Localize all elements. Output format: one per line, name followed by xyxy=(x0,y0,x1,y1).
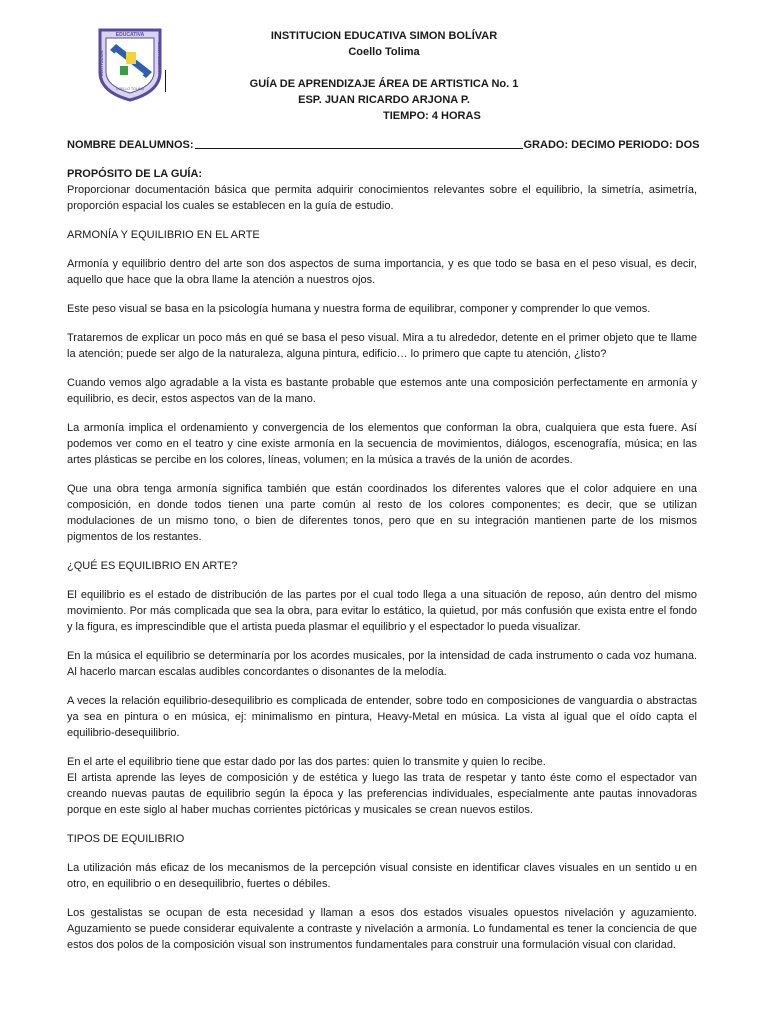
paragraph: La utilización más eficaz de los mecanismos de la percepción visual consiste en identificar claves visuales en un sentido u en otro, en equilibrio o en desequilibrio, fuertes o débiles. xyxy=(67,862,697,890)
logo-top-text: EDUCATIVA xyxy=(115,32,145,38)
section-title-tipos: TIPOS DE EQUILIBRIO xyxy=(67,833,185,845)
student-info-line xyxy=(67,137,700,153)
institution-name: INSTITUCION EDUCATIVA SIMON BOLÍVAR xyxy=(270,30,498,42)
paragraph: En la música el equilibrio se determinaría por los acordes musicales, por la intensidad de cada instrumento o cada voz humana. Al hacerlo marcan escalas audibles concordantes o disonantes de la melodía. xyxy=(67,650,697,678)
paragraph: Trataremos de explicar un poco más en qué se basa el peso visual. Mira a tu alrededor, detente en el primer objeto que te llame la atención; puede ser algo de la naturaleza, alguna pintura, edificio… lo primero que capte tu atención, ¿listo? xyxy=(67,332,697,360)
purpose-title: PROPÓSITO DE LA GUÍA: xyxy=(67,168,203,180)
paragraph: Que una obra tenga armonía significa también que están coordinados los diferentes valores que el color adquiere en una composición, en donde todos tienen una parte común al resto de los colores componentes; es decir, que se utilizan modulaciones de un mismo tono, o bien de diferentes tonos, pero que en su integración mantienen parte de los mismos pigmentos de los restantes. xyxy=(67,483,697,543)
grade-period-label: GRADO: DECIMO PERIODO: DOS xyxy=(523,139,700,151)
section-title-equilibrio: ¿QUÉ ES EQUILIBRIO EN ARTE? xyxy=(67,560,238,572)
student-name-label: NOMBRE DEALUMNOS: xyxy=(67,139,194,151)
paragraph: Armonía y equilibrio dentro del arte son dos aspectos de suma importancia, y es que todo se basa en el peso visual, es decir, aquello que hace que la obra llame la atención a nuestros ojos. xyxy=(67,258,697,286)
paragraph: El artista aprende las leyes de composición y de estética y luego las trata de respetar y tanto éste como el espectador van creando nuevas pautas de equilibrio según la época y las preferencias individuales, especialmente ante pautas innovadoras porque en este siglo al haber muchas corrientes pictóricas y musicales se crean nuevos estilos. xyxy=(67,772,697,816)
paragraph: A veces la relación equilibrio-desequilibrio es complicada de entender, sobre todo en composiciones de vanguardia o abstractas ya sea en pintura o en música, ej: minimalismo en pintura, Heavy-Metal en música. La vista al igual que el oído capta el equilibrio-desequilibrio. xyxy=(67,695,697,739)
purpose-text: Proporcionar documentación básica que permita adquirir conocimientos relevantes sobre el equilibrio, la simetría, asimetría, proporción espacial los cuales se establecen en la guía de estudio. xyxy=(67,184,697,212)
student-name-blank xyxy=(195,148,523,149)
section-title-armonia: ARMONÍA Y EQUILIBRIO EN EL ARTE xyxy=(67,229,260,241)
logo-right-text: SIMON BOLIVAR xyxy=(157,42,162,74)
paragraph: En el arte el equilibrio tiene que estar dado por las dos partes: quien lo transmite y quien lo recibe. xyxy=(67,756,546,768)
paragraph: El equilibrio es el estado de distribución de las partes por el cual todo llega a una situación de reposo, aún dentro del mismo movimiento. Por más complicada que sea la obra, para evitar lo estático, la quietud, por más confusión que exista entre el fondo y la figura, es imprescindible que el artista pueda plasmar el equilibrio y el espectador lo pueda visualizar. xyxy=(67,589,697,633)
document-header xyxy=(0,0,768,130)
paragraph: Cuando vemos algo agradable a la vista es bastante probable que estemos ante una composición perfectamente en armonía y equilibrio, es decir, estos aspectos van de la mano. xyxy=(67,377,697,405)
paragraph: Este peso visual se basa en la psicología humana y nuestra forma de equilibrar, componer y comprender lo que vemos. xyxy=(67,303,651,315)
teacher-name: ESP. JUAN RICARDO ARJONA P. xyxy=(298,94,470,106)
document-body xyxy=(67,137,700,966)
paragraph: Los gestalistas se ocupan de esta necesidad y llaman a esos dos estados visuales opuestos nivelación y aguzamiento. Aguzamiento se puede considerar equivalente a contraste y nivelación a armonía. Lo fundamental es tener la conciencia de que estos dos polos de la composición visual son instrumentos fundamentales para construir una formulación visual con claridad. xyxy=(67,907,697,951)
logo-left-text: INSTITUCION xyxy=(99,50,104,76)
guide-title: GUÍA DE APRENDIZAJE ÁREA DE ARTISTICA No. 1 xyxy=(249,78,519,90)
time-label: TIEMPO: 4 HORAS xyxy=(383,110,481,122)
logo-bottom-text: COELLO TOLIMA xyxy=(115,87,145,91)
paragraph: La armonía implica el ordenamiento y convergencia de los elementos que conforman la obra, cualquiera que esta fuere. Así podemos ver como en el teatro y cine existe armonía en la secuencia de movimientos, diálogos, escenografía, música; en las artes plásticas se percibe en los colores, líneas, volumen; en la música a través de la unión de acordes. xyxy=(67,422,697,466)
institution-location: Coello Tolima xyxy=(348,46,420,58)
